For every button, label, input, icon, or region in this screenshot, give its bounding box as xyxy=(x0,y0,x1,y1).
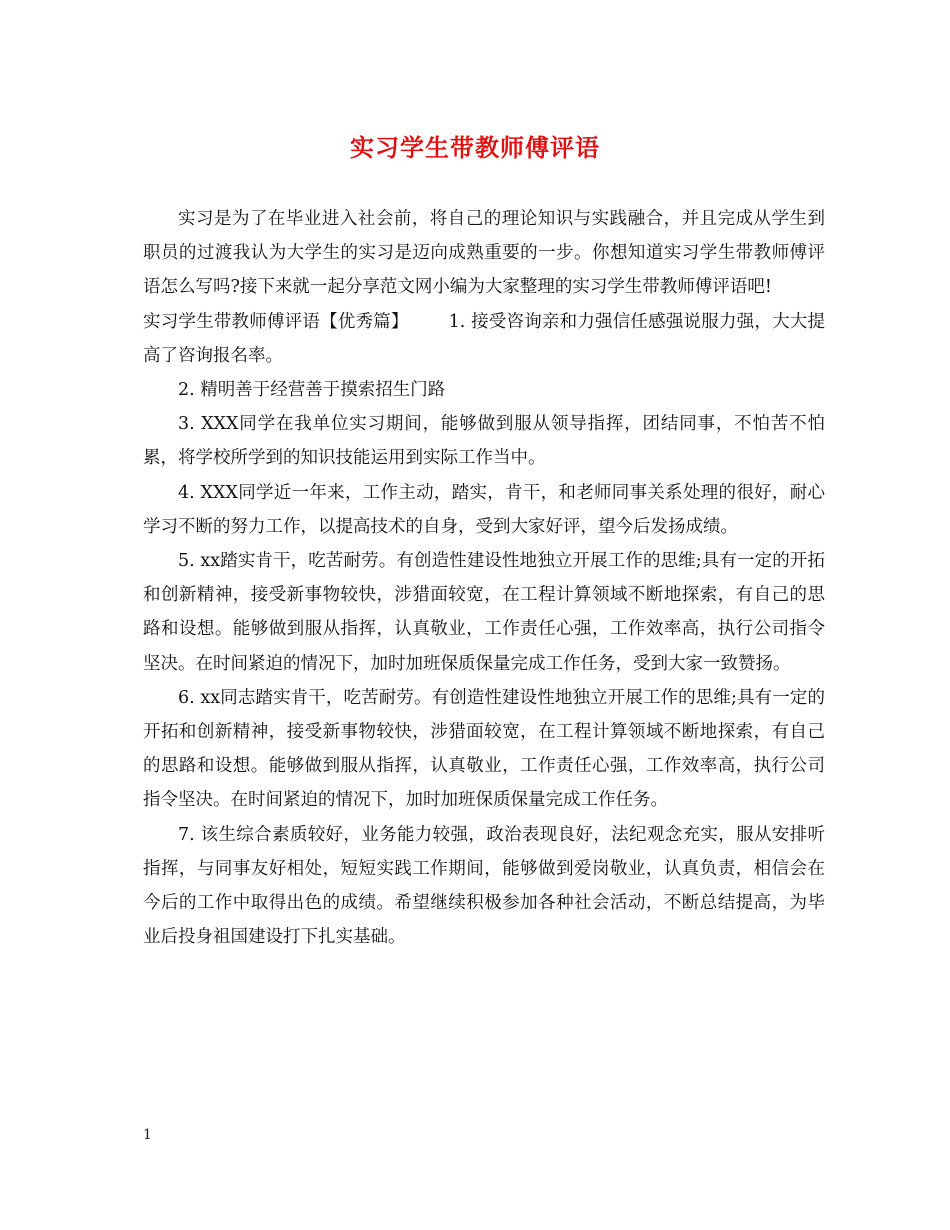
comment-item-2: 2. 精明善于经营善于摸索招生门路 xyxy=(178,380,446,401)
section-heading-paragraph xyxy=(143,305,825,373)
document-title: 实习学生带教师傅评语 xyxy=(350,133,600,162)
section-heading: 实习学生带教师傅评语【优秀篇】 xyxy=(143,311,409,332)
comment-item-1: 1. 接受咨询亲和力强信任感强说服力强，大大提高了咨询报名率。 xyxy=(143,311,826,366)
page-number: 1 xyxy=(143,1127,152,1143)
intro-paragraph: 实习是为了在毕业进入社会前，将自己的理论知识与实践融合，并且完成从学生到职员的过渡我认为大学生的实习是迈向成熟重要的一步。你想知道实习学生带教师傅评语怎么写吗?接下来就一起分享范文网小编为大家整理的实习学生带教师傅评语吧! xyxy=(143,209,825,298)
comment-item-3: 3. XXX同学在我单位实习期间，能够做到服从领导指挥，团结同事，不怕苦不怕累，将学校所学到的知识技能运用到实际工作当中。 xyxy=(143,414,825,469)
comment-item-7: 7. 该生综合素质较好，业务能力较强，政治表现良好，法纪观念充实，服从安排听指挥，与同事友好相处，短短实践工作期间，能够做到爱岗敬业，认真负责，相信会在今后的工作中取得出色的成绩。希望继续积极参加各种社会活动，不断总结提高，为毕业后投身祖国建设打下扎实基础。 xyxy=(143,824,825,948)
comment-item-4: 4. XXX同学近一年来，工作主动，踏实，肯干，和老师同事关系处理的很好，耐心学习不断的努力工作，以提高技术的自身，受到大家好评，望今后发扬成绩。 xyxy=(143,482,825,537)
document-body xyxy=(143,202,825,954)
comment-item-6: 6. xx同志踏实肯干，吃苦耐劳。有创造性建设性地独立开展工作的思维;具有一定的开拓和创新精神，接受新事物较快，涉猎面较宽，在工程计算领域不断地探索，有自己的思路和设想。能够做到服从指挥，认真敬业，工作责任心强，工作效率高，执行公司指令坚决。在时间紧迫的情况下，加时加班保质保量完成工作任务。 xyxy=(143,687,825,811)
comment-item-5: 5. xx踏实肯干，吃苦耐劳。有创造性建设性地独立开展工作的思维;具有一定的开拓和创新精神，接受新事物较快，涉猎面较宽，在工程计算领域不断地探索，有自己的思路和设想。能够做到服从指挥，认真敬业，工作责任心强，工作效率高，执行公司指令坚决。在时间紧迫的情况下，加时加班保质保量完成工作任务，受到大家一致赞扬。 xyxy=(143,551,825,674)
